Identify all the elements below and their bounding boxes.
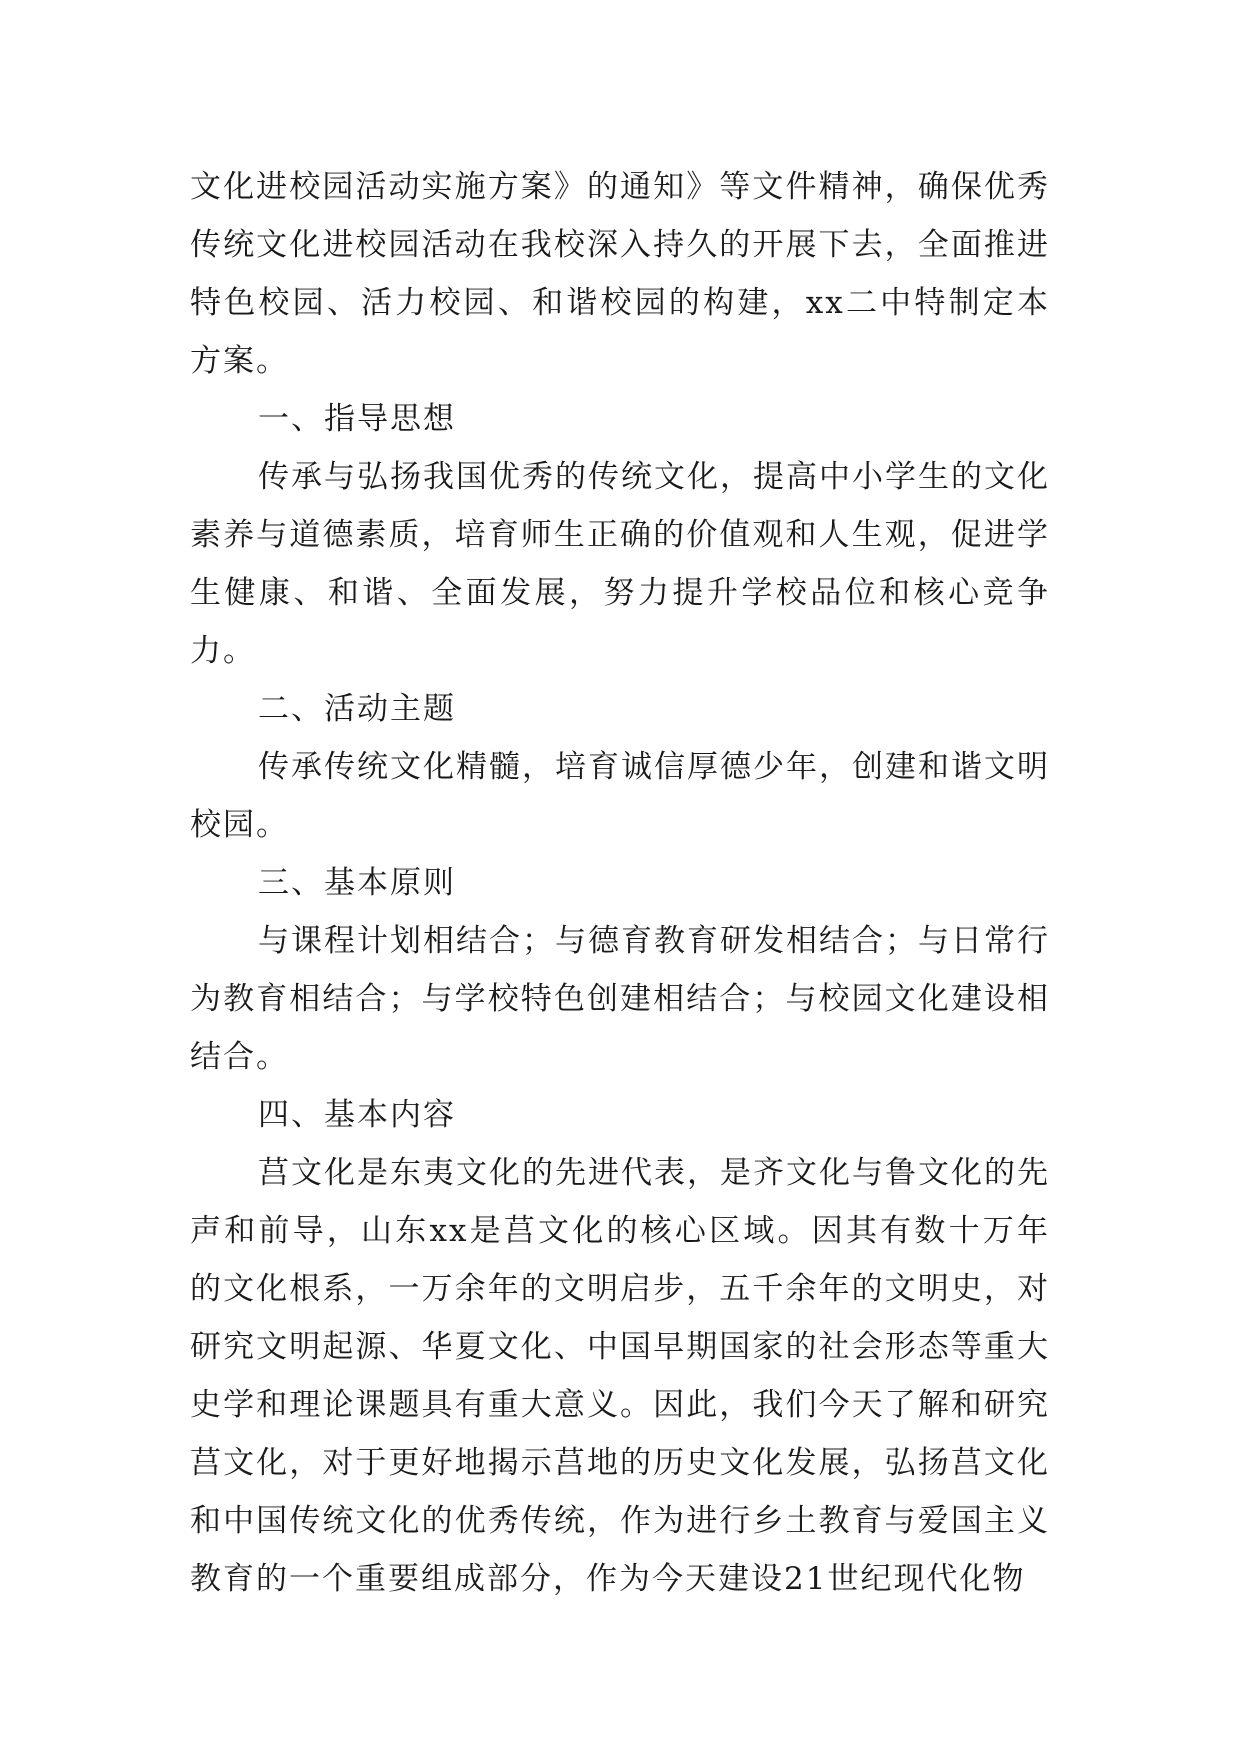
paragraph-basic-content: 莒文化是东夷文化的先进代表，是齐文化与鲁文化的先声和前导，山东xx是莒文化的核心区域。因其有数十万年的文化根系，一万余年的文明启步，五千余年的文明史，对研究文明起源、华夏文化、中国早期国家的社会形态等重大史学和理论课题具有重大意义。因此，我们今天了解和研究莒文化，对于更好地揭示莒地的历史文化发展，弘扬莒文化和中国传统文化的优秀传统，作为进行乡土教育与爱国主义教育的一个重要组成部分，作为今天建设21世纪现代化物 — [190, 1155, 1050, 1597]
document-body — [190, 158, 1050, 1608]
paragraph-guiding-ideology: 传承与弘扬我国优秀的传统文化，提高中小学生的文化素养与道德素质，培育师生正确的价值观和人生观，促进学生健康、和谐、全面发展，努力提升学校品位和核心竞争力。 — [190, 459, 1050, 669]
heading-basic-content: 四、基本内容 — [258, 1097, 456, 1133]
heading-activity-theme: 二、活动主题 — [258, 691, 456, 727]
paragraph-activity-theme: 传承传统文化精髓，培育诚信厚德少年，创建和谐文明校园。 — [190, 749, 1050, 843]
heading-basic-principles: 三、基本原则 — [258, 865, 456, 901]
paragraph-basic-principles: 与课程计划相结合；与德育教育研发相结合；与日常行为教育相结合；与学校特色创建相结合；与校园文化建设相结合。 — [190, 923, 1050, 1075]
heading-guiding-ideology: 一、指导思想 — [258, 401, 456, 437]
paragraph-intro-continued: 文化进校园活动实施方案》的通知》等文件精神，确保优秀传统文化进校园活动在我校深入持久的开展下去，全面推进特色校园、活力校园、和谐校园的构建，xx二中特制定本方案。 — [190, 169, 1050, 379]
